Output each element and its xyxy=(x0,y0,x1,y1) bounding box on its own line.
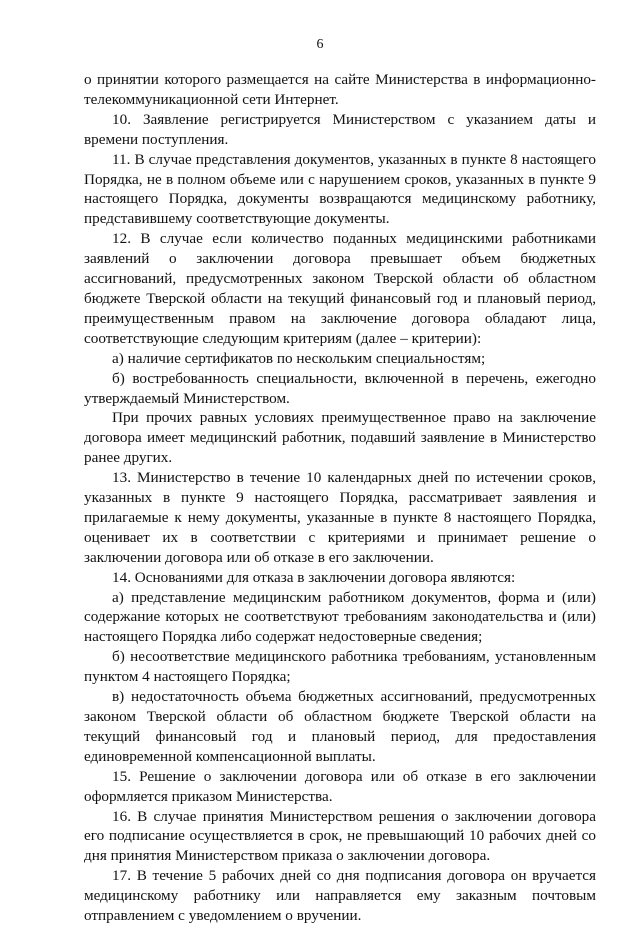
paragraph-item-13: 13. Министерство в течение 10 календарных дней по истечении сроков, указанных в пункте 9 настоящего Порядка, рассматривает заявления и прилагаемые к нему документы, указанные в пункте 8 настоящего Порядка, оценивает их в соответствии с критериями и принимает решение о заключении договора или об отказе в его заключении. xyxy=(84,469,596,566)
paragraph-item-14-a: а) представление медицинским работником документов, форма и (или) содержание которых не соответствуют требованиям законодательства и (или) настоящего Порядка либо содержат недостоверные сведения; xyxy=(84,588,596,646)
paragraph-item-12-b: б) востребованность специальности, включенной в перечень, ежегодно утверждаемый Министерством. xyxy=(84,369,596,407)
paragraph-item-10: 10. Заявление регистрируется Министерством с указанием даты и времени поступления. xyxy=(84,110,596,148)
paragraph-item-17: 17. В течение 5 рабочих дней со дня подписания договора он вручается медицинскому работнику или направляется ему заказным почтовым отправлением с уведомлением о вручении. xyxy=(84,867,596,925)
paragraph-item-11: 11. В случае представления документов, указанных в пункте 8 настоящего Порядка, не в полном объеме или с нарушением сроков, указанных в пункте 9 настоящего Порядка, документы возвращаются медицинскому работнику, представившему соответствующие документы. xyxy=(84,150,596,228)
paragraph-item-12: 12. В случае если количество поданных медицинскими работниками заявлений о заключении договора превышает объем бюджетных ассигнований, предусмотренных законом Тверской области об областном бюджете Тверской области на текущий финансовый год и плановый период, преимущественным правом на заключение договора обладают лица, соответствующие следующим критериям (далее – критерии): xyxy=(84,230,596,347)
paragraph-item-14-b: б) несоответствие медицинского работника требованиям, установленным пунктом 4 настоящего Порядка; xyxy=(84,648,596,686)
paragraph-item-16: 16. В случае принятия Министерством решения о заключении договора его подписание осуществляется в срок, не превышающий 10 рабочих дней со дня принятия Министерством приказа о заключении договора. xyxy=(84,807,596,865)
paragraph-item-12-a: а) наличие сертификатов по нескольким специальностям; xyxy=(112,349,486,367)
page-number: 6 xyxy=(316,37,324,52)
paragraph-item-12-note: При прочих равных условиях преимущественное право на заключение договора имеет медицинский работник, подавший заявление в Министерство ранее других. xyxy=(84,409,596,467)
paragraph-item-14: 14. Основаниями для отказа в заключении договора являются: xyxy=(112,568,516,586)
paragraph-item-15: 15. Решение о заключении договора или об отказе в его заключении оформляется приказом Министерства. xyxy=(84,767,596,805)
paragraph-continuation: о принятии которого размещается на сайте Министерства в информационно-телекоммуникационной сети Интернет. xyxy=(84,71,596,108)
paragraph-item-14-c: в) недостаточность объема бюджетных ассигнований, предусмотренных законом Тверской области об областном бюджете Тверской области на текущий финансовый год и плановый период, для предоставления единовременной компенсационной выплаты. xyxy=(84,688,596,765)
document-body xyxy=(84,70,596,926)
